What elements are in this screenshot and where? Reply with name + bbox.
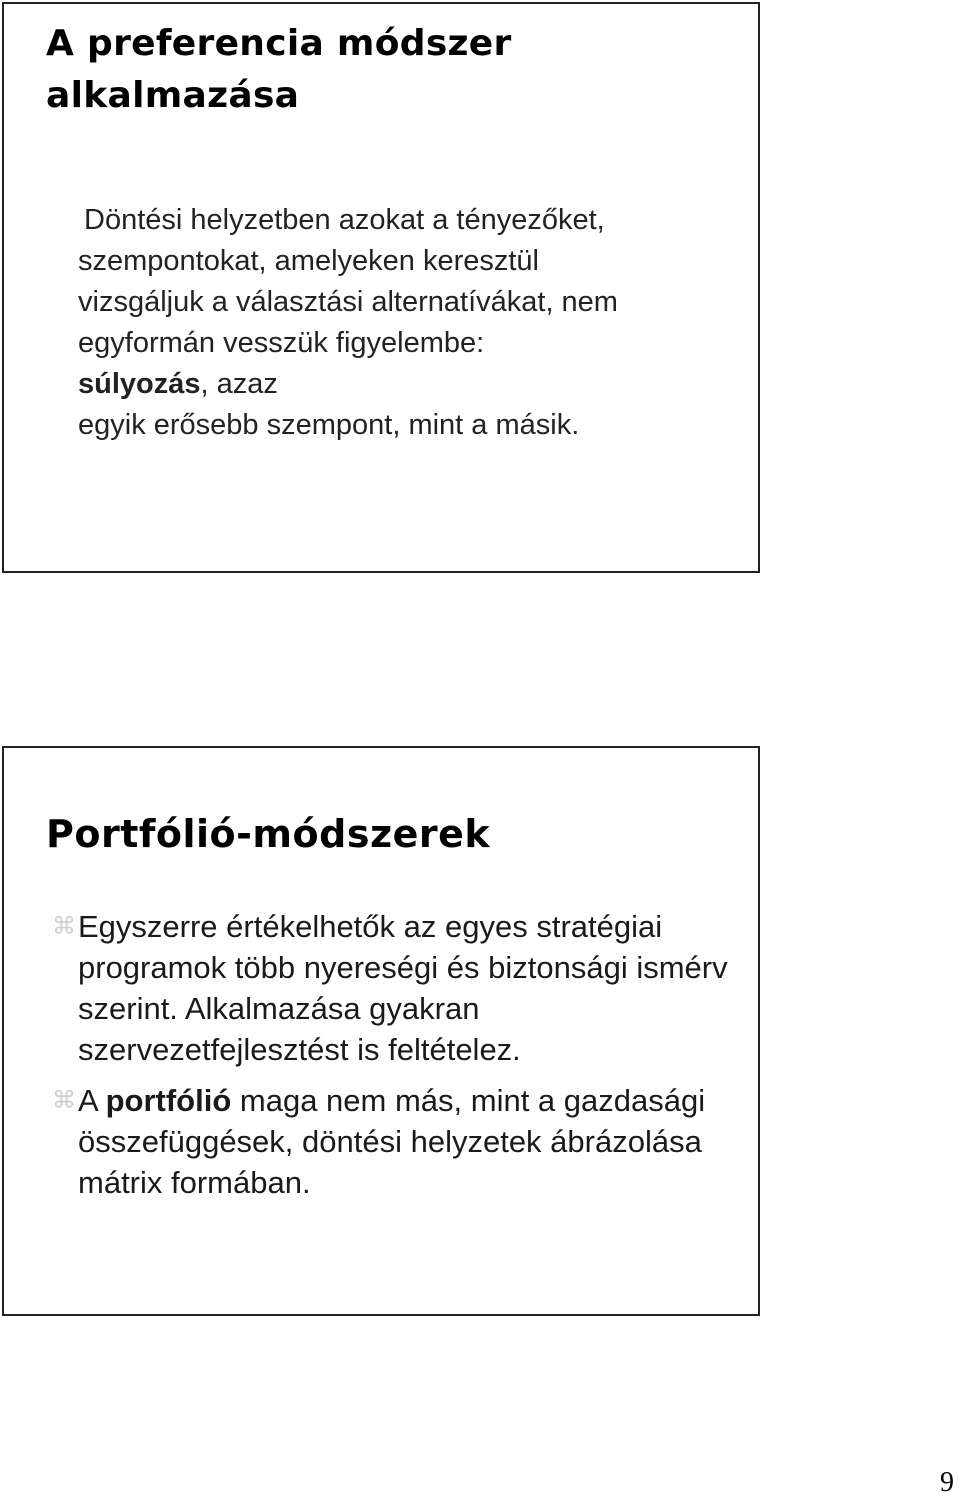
body-line: vizsgáljuk a választási alternatívákat, nem — [78, 286, 618, 318]
bullet-list — [52, 906, 758, 1213]
list-item — [52, 906, 758, 1070]
bullet-prefix: A — [78, 1083, 106, 1118]
bullet-text: Egyszerre értékelhetők az egyes stratégiai programok több nyereségi és biztonsági ismérv szerint. Alkalmazása gyakran szervezetfejlesztést is feltételez. — [78, 909, 728, 1067]
slide-title: Portfólió-módszerek — [46, 812, 491, 856]
bold-term: súlyozás — [78, 368, 201, 400]
slide-title — [46, 18, 512, 122]
bold-term: portfólió — [105, 1083, 232, 1118]
list-item — [52, 1080, 758, 1203]
title-line-1: A preferencia módszer — [46, 23, 512, 64]
body-line: egyformán vesszük figyelembe: — [78, 327, 485, 359]
bullet-icon: ⌘ — [52, 913, 76, 940]
after-bold-text: , azaz — [200, 368, 278, 400]
body-line: Döntési helyzetben azokat a tényezőket, — [84, 204, 605, 236]
body-line-emphasis — [78, 364, 748, 405]
title-line-2: alkalmazása — [46, 75, 300, 116]
slide-portfolio — [2, 746, 760, 1316]
slide-preferencia — [2, 2, 760, 573]
body-line: szempontokat, amelyeken keresztül — [78, 245, 539, 277]
slide-body — [78, 200, 748, 446]
bullet-rest: maga nem más, mint a gazdasági összefüggések, döntési helyzetek ábrázolása mátrix formában. — [78, 1083, 706, 1200]
page-number: 9 — [940, 1467, 954, 1498]
body-line: egyik erősebb szempont, mint a másik. — [78, 409, 580, 441]
bullet-icon: ⌘ — [52, 1087, 76, 1114]
